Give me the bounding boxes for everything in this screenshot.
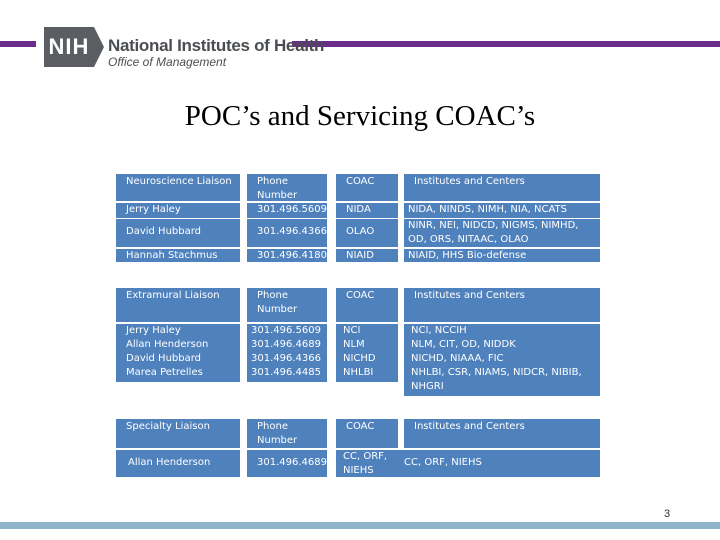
extra-phones: 301.496.5609 301.496.4689 301.496.4366 301.496.4485 xyxy=(247,324,327,382)
spec-header-phone: Phone Number xyxy=(247,419,327,448)
extra-names: Jerry Haley Allan Henderson David Hubbard Marea Petrelles xyxy=(116,324,240,382)
spec-row-1-coac: CC, ORF, NIEHS xyxy=(336,450,398,477)
extra-coacs: NCI NLM NICHD NHLBI xyxy=(336,324,398,382)
neuro-row-1-coac: NIDA xyxy=(336,203,398,218)
org-name: National Institutes of Health xyxy=(108,36,325,55)
header-bar-left xyxy=(0,41,36,47)
neuro-row-3-institutes: NIAID, HHS Bio-defense xyxy=(404,249,600,262)
extra-header-liaison: Extramural Liaison xyxy=(116,288,240,322)
nih-logo: NIH xyxy=(44,27,94,67)
spec-row-1-name: Allan Henderson xyxy=(116,450,240,477)
neuro-row-2-phone: 301.496.4366 xyxy=(247,219,327,247)
extra-header-institutes: Institutes and Centers xyxy=(404,288,600,322)
page-number: 3 xyxy=(664,508,671,520)
spec-header-coac: COAC xyxy=(336,419,398,448)
extra-institutes: NCI, NCCIH NLM, CIT, OD, NIDDK NICHD, NIAAA, FIC NHLBI, CSR, NIAMS, NIDCR, NIBIB, NHGRI xyxy=(404,324,600,396)
neuro-row-3-phone: 301.496.4180 xyxy=(247,249,327,262)
spec-row-1-phone: 301.496.4689 xyxy=(247,450,327,477)
neuro-header-coac: COAC xyxy=(336,174,398,201)
neuro-header-liaison: Neuroscience Liaison xyxy=(116,174,240,201)
neuro-row-1-name: Jerry Haley xyxy=(116,203,240,218)
header-bar-right xyxy=(292,41,720,47)
spec-header-liaison: Specialty Liaison xyxy=(116,419,240,448)
spec-header-institutes: Institutes and Centers xyxy=(404,419,600,448)
spec-row-1-institutes: CC, ORF, NIEHS xyxy=(398,450,600,477)
nih-logo-chevron-icon xyxy=(94,27,104,67)
neuro-row-3-name: Hannah Stachmus xyxy=(116,249,240,262)
neuro-row-3-coac: NIAID xyxy=(336,249,398,262)
neuro-header-institutes: Institutes and Centers xyxy=(404,174,600,201)
neuro-row-1-institutes: NIDA, NINDS, NIMH, NIA, NCATS xyxy=(404,203,600,218)
neuro-row-2-institutes: NINR, NEI, NIDCD, NIGMS, NIMHD, OD, ORS, NITAAC, OLAO xyxy=(404,219,600,247)
org-subtitle: Office of Management xyxy=(108,55,227,69)
neuro-row-2-coac: OLAO xyxy=(336,219,398,247)
neuro-row-2-name: David Hubbard xyxy=(116,219,240,247)
neuro-row-1-phone: 301.496.5609 xyxy=(247,203,327,218)
extra-header-phone: Phone Number xyxy=(247,288,327,322)
extra-header-coac: COAC xyxy=(336,288,398,322)
slide-title: POC’s and Servicing COAC’s xyxy=(184,100,536,132)
footer-bar xyxy=(0,522,720,529)
neuro-header-phone: Phone Number xyxy=(247,174,327,201)
